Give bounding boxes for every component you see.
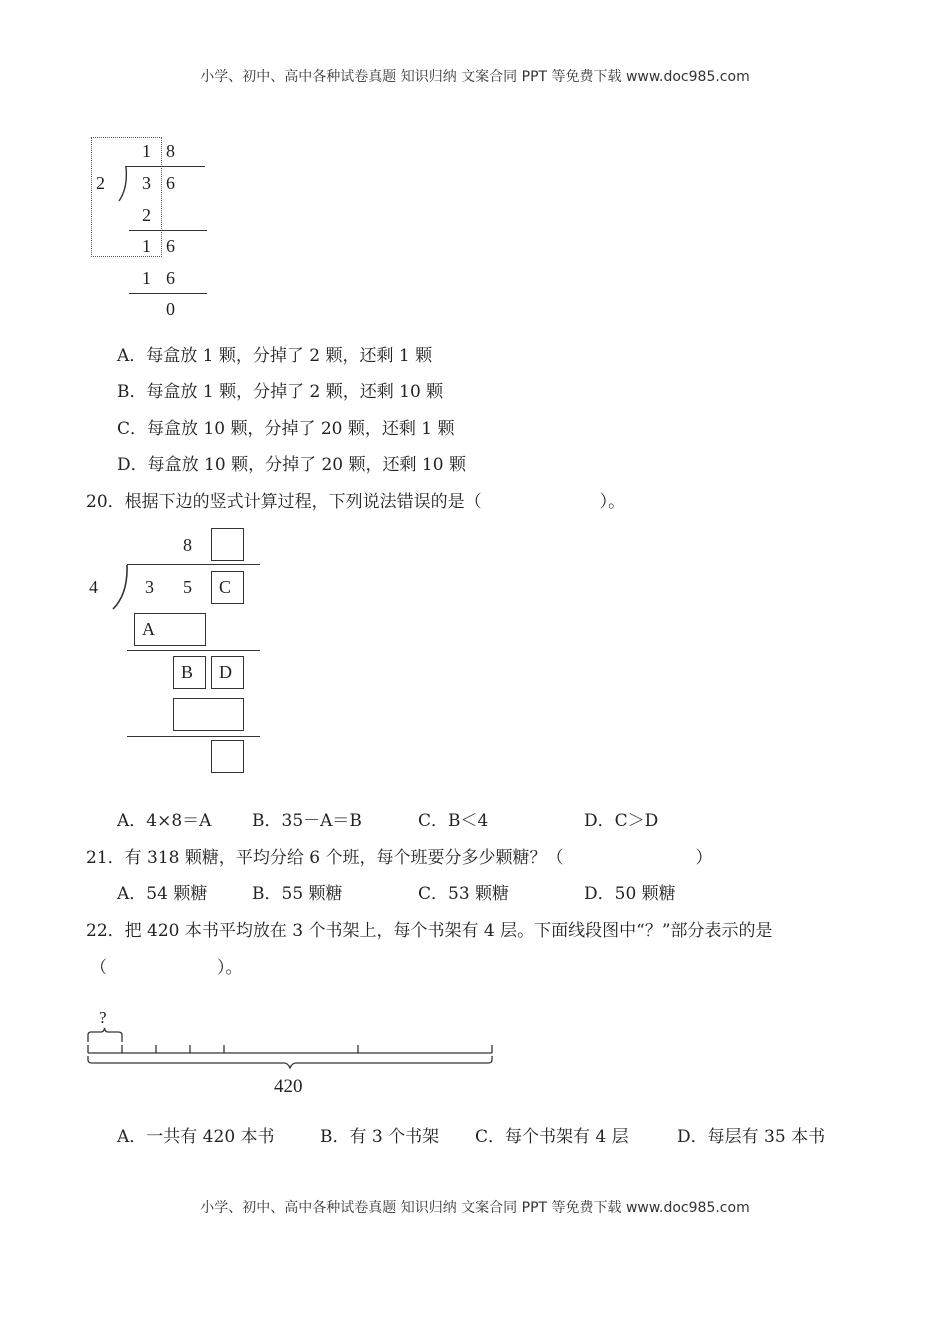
q22-option-b[interactable] (320, 1127, 439, 1147)
q20-division-bracket (112, 564, 130, 610)
option-label: C． (418, 884, 449, 904)
option-label: B． (117, 382, 147, 402)
q19-line-2 (129, 293, 207, 294)
option-text: 一共有 420 本书 (146, 1127, 275, 1147)
q22-segment-svg (84, 1020, 500, 1076)
q19-option-b[interactable] (117, 382, 443, 402)
option-text: 每盒放 1 颗，分掉了 2 颗，还剩 10 颗 (146, 382, 444, 402)
q19-dividend-digit-2: 6 (166, 173, 175, 193)
q22-option-d[interactable] (677, 1127, 825, 1147)
q19-step1-rem-1: 1 (142, 236, 151, 256)
q21-option-c[interactable] (418, 884, 509, 904)
q20-dividend-digit-2: 5 (183, 577, 192, 597)
q20-box-b: B (173, 656, 206, 689)
q19-line-1 (129, 230, 207, 231)
q22-stem (86, 921, 773, 941)
option-label: D． (117, 455, 148, 475)
q19-option-d[interactable] (117, 455, 466, 475)
option-text: 每盒放 10 颗，分掉了 20 颗，还剩 1 颗 (147, 419, 455, 439)
option-text: C＞D (614, 811, 659, 831)
q20-quotient-box (211, 528, 244, 561)
option-text: 每层有 35 本书 (707, 1127, 826, 1147)
q20-quotient-digit: 8 (183, 535, 192, 555)
option-text: 有 3 个书架 (349, 1127, 440, 1147)
q19-step2-sub-1: 1 (142, 268, 151, 288)
q20-box-d: D (211, 656, 244, 689)
q19-option-c[interactable] (117, 419, 455, 439)
option-text: 35－A＝B (281, 811, 362, 831)
option-text: 54 颗糖 (146, 884, 208, 904)
q19-quotient-digit-1: 1 (142, 141, 151, 161)
q21-option-b[interactable] (252, 884, 343, 904)
q22-stem-text: 把 420 本书平均放在 3 个书架上，每个书架有 4 层。下面线段图中“？”部分表示的是 (124, 921, 773, 941)
q22-total-label: 420 (274, 1076, 303, 1097)
q19-remainder: 0 (166, 299, 175, 319)
q19-step2-sub-2: 6 (166, 268, 175, 288)
q22-option-c[interactable] (475, 1127, 629, 1147)
option-label: C． (418, 811, 449, 831)
q21-option-d[interactable] (584, 884, 676, 904)
q21-stem-end: ） (695, 848, 713, 868)
q20-stem-text: 根据下边的竖式计算过程，下列说法错误的是（ (124, 492, 482, 512)
q20-line-2 (127, 736, 260, 737)
option-text: 每盒放 1 颗，分掉了 2 颗，还剩 1 颗 (146, 346, 433, 366)
q20-stem (86, 492, 625, 512)
q20-option-b[interactable] (252, 811, 362, 831)
q20-box-a: A (134, 613, 206, 646)
q20-number: 20． (86, 492, 125, 512)
option-label: D． (584, 811, 615, 831)
q22-stem-line2 (90, 958, 243, 978)
option-label: B． (252, 811, 282, 831)
option-label: C． (475, 1127, 506, 1147)
q21-option-a[interactable] (117, 884, 207, 904)
option-text: 每盒放 10 颗，分掉了 20 颗，还剩 10 颗 (147, 455, 466, 475)
option-label: B． (320, 1127, 350, 1147)
option-text: B＜4 (448, 811, 489, 831)
q19-step1-subtrahend: 2 (142, 205, 151, 225)
q19-quotient-digit-2: 8 (166, 141, 175, 161)
q19-dividend-digit-1: 3 (142, 173, 151, 193)
q20-box-product (173, 698, 244, 731)
q20-line-1 (127, 650, 260, 651)
option-text: 每个书架有 4 层 (505, 1127, 629, 1147)
q22-paren-close: ）。 (217, 958, 243, 978)
q21-stem-text: 有 318 颗糖，平均分给 6 个班，每个班要分多少颗糖？（ (124, 848, 564, 868)
q20-stem-end: ）。 (599, 492, 626, 512)
q21-number: 21． (86, 848, 125, 868)
option-label: A． (117, 884, 147, 904)
q19-divisor: 2 (96, 173, 105, 193)
q22-option-a[interactable] (117, 1127, 275, 1147)
q20-divisor: 4 (89, 577, 98, 597)
option-label: D． (584, 884, 615, 904)
q20-dividend-digit-1: 3 (145, 577, 154, 597)
q20-division-bar (127, 564, 260, 565)
q22-paren-open: （ (90, 958, 107, 978)
footer-banner: 小学、初中、高中各种试卷真题 知识归纳 文案合同 PPT 等免费下载 www.doc985.com (200, 1200, 750, 1216)
option-label: B． (252, 884, 282, 904)
option-label: A． (117, 811, 147, 831)
q19-division-bracket (118, 166, 130, 202)
q20-option-a[interactable] (117, 811, 211, 831)
option-label: D． (677, 1127, 708, 1147)
header-banner: 小学、初中、高中各种试卷真题 知识归纳 文案合同 PPT 等免费下载 www.doc985.com (200, 69, 750, 85)
q19-step1-rem-2: 6 (166, 236, 175, 256)
option-text: 53 颗糖 (448, 884, 510, 904)
q19-option-a[interactable] (117, 346, 432, 366)
q21-stem (86, 848, 713, 868)
q20-box-c: C (211, 571, 244, 604)
option-label: A． (117, 1127, 147, 1147)
q19-division-bar (125, 166, 205, 167)
q22-number: 22． (86, 921, 125, 941)
option-label: A． (117, 346, 147, 366)
q22-question-mark: ? (99, 1008, 107, 1027)
q20-box-remainder (211, 740, 244, 773)
q20-option-d[interactable] (584, 811, 658, 831)
option-text: 50 颗糖 (614, 884, 676, 904)
option-text: 55 颗糖 (281, 884, 343, 904)
option-text: 4×8＝A (146, 811, 212, 831)
option-label: C． (117, 419, 148, 439)
q20-option-c[interactable] (418, 811, 488, 831)
